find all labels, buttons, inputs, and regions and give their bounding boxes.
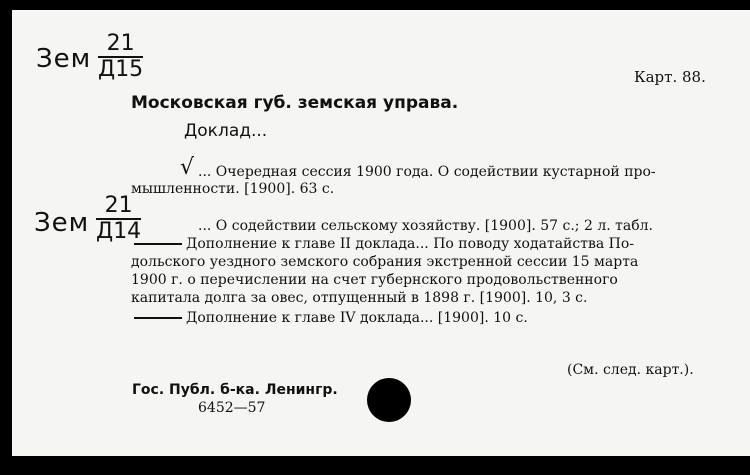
punch-hole	[367, 378, 411, 422]
library-name: Гос. Публ. б-ка. Ленингр.	[132, 382, 338, 398]
entry-2-line-6-text: Дополнение к главе IV доклада... [1900]. 10 с.	[186, 310, 528, 326]
shelfmark-1-denominator: Д15	[98, 57, 144, 82]
shelfmark-2-prefix: Зем	[34, 208, 90, 238]
see-next-card: (См. след. карт.).	[567, 362, 694, 378]
check-mark-icon: √	[180, 155, 195, 180]
shelfmark-1-prefix: Зем	[36, 44, 92, 74]
entry-2-line-4: 1900 г. о перечислении на счет губернского продовольственного	[131, 272, 618, 288]
shelfmark-1-fraction	[98, 32, 143, 82]
entry-2-line-2	[134, 236, 634, 252]
entry-1-line-2: мышленности. [1900]. 63 с.	[131, 181, 335, 197]
shelfmark-2-denominator: Д14	[96, 219, 142, 244]
entry-2-line-6	[134, 310, 528, 326]
catalog-card	[12, 10, 750, 456]
shelfmark-2-numerator: 21	[96, 194, 141, 220]
entry-2-line-2-text: Дополнение к главе II доклада... По поводу ходатайства По-	[186, 236, 634, 252]
entry-2-line-1: ... О содействии сельскому хозяйству. [1900]. 57 с.; 2 л. табл.	[198, 218, 653, 234]
card-number: Карт. 88.	[634, 68, 706, 86]
shelfmark-1-numerator: 21	[98, 32, 143, 58]
library-code: 6452—57	[198, 400, 266, 416]
card-subheading: Доклад...	[184, 121, 268, 141]
continuation-dash	[134, 317, 182, 319]
entry-2-line-5: капитала долга за овес, отпущенный в 1898 г. [1900]. 10, 3 с.	[131, 290, 588, 306]
entry-1-line-1: ... Очередная сессия 1900 года. О содействии кустарной про-	[198, 164, 656, 180]
card-heading: Московская губ. земская управа.	[131, 93, 459, 113]
continuation-dash	[134, 243, 182, 245]
entry-2-line-3: дольского уездного земского собрания экстренной сессии 15 марта	[131, 254, 639, 270]
